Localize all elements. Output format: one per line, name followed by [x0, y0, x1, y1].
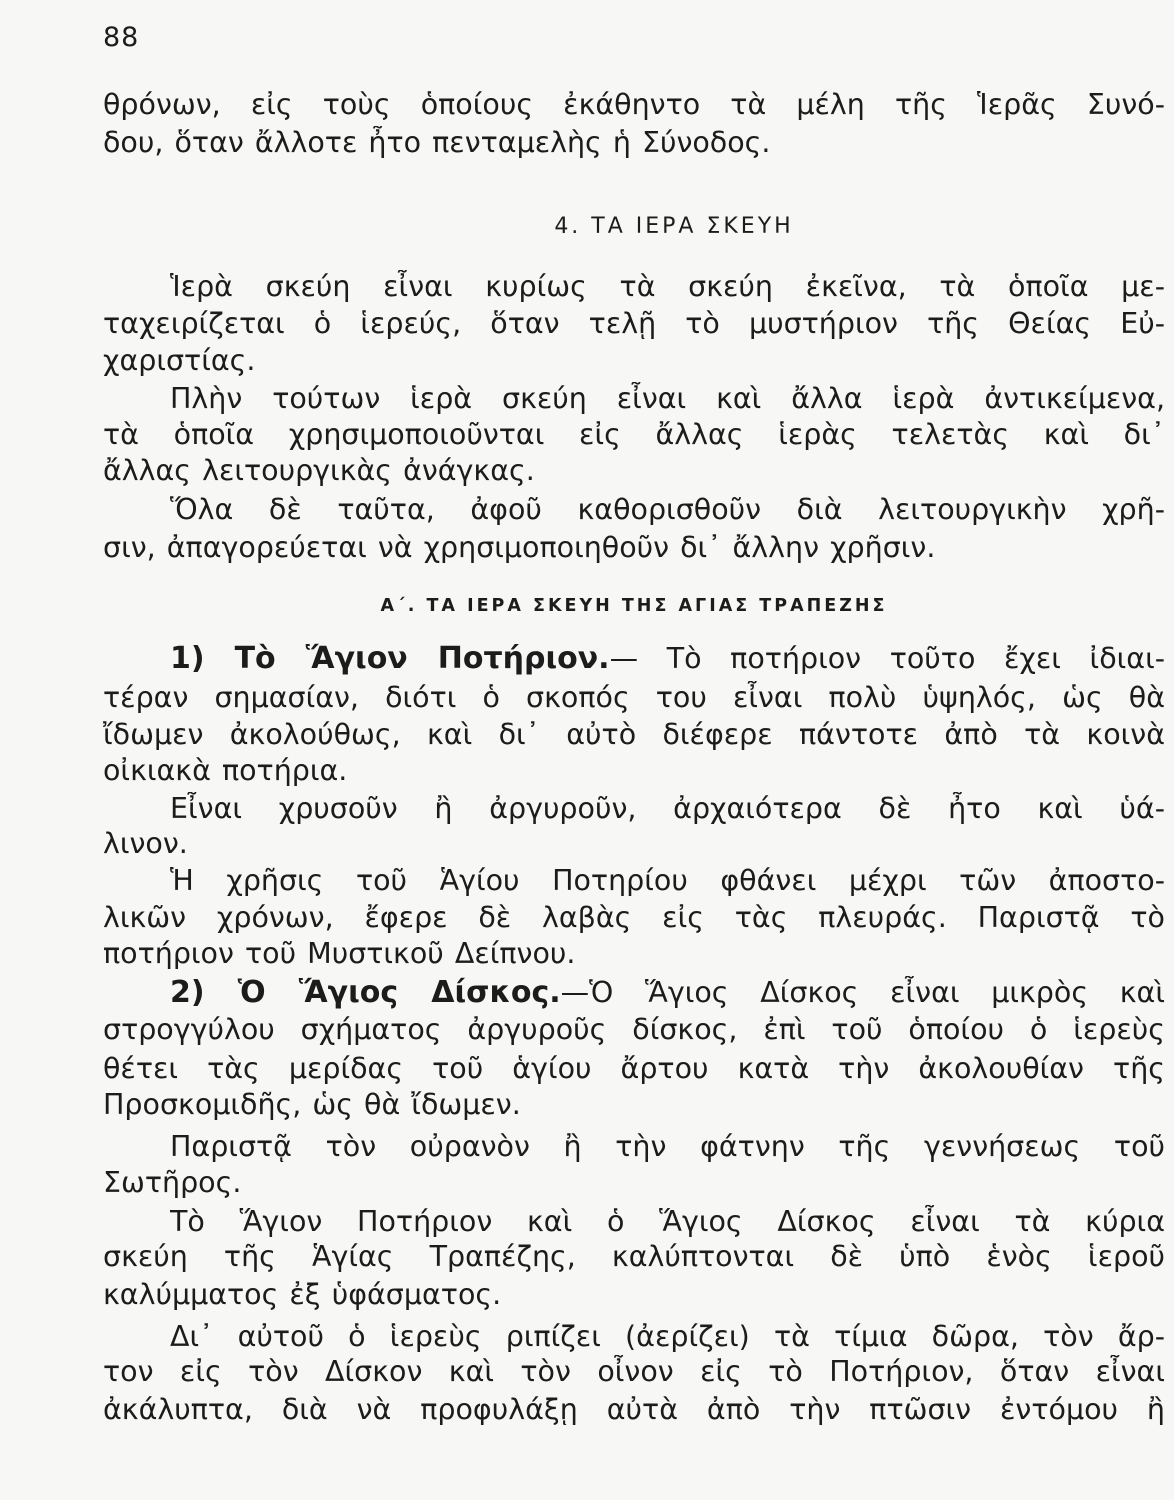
text-line: δου, ὅταν ἄλλοτε ἦτο πενταμελὴς ἡ Σύνοδος. — [103, 126, 771, 159]
text-line: χαριστίας. — [103, 344, 256, 377]
text-line: σιν, ἀπαγορεύεται νὰ χρησιμοποιηθοῦν δι᾽ ἄλλην χρῆσιν. — [103, 531, 936, 564]
text-line: οἰκιακὰ ποτήρια. — [103, 754, 348, 787]
text-line: θέτει τὰς μερίδας τοῦ ἁγίου ἄρτου κατὰ τὴν ἀκολουθίαν τῆς — [103, 1052, 1165, 1085]
item-2-title: 2) Ὁ Ἅγιος Δίσκος. — [170, 976, 561, 1010]
item-2-first-line — [170, 976, 1165, 1010]
text-line: ἀκάλυπτα, διὰ νὰ προφυλάξῃ αὐτὰ ἀπὸ τὴν πτῶσιν ἐντόμου ἢ — [103, 1393, 1165, 1426]
text-line: ἴδωμεν ἀκολούθως, καὶ δι᾽ αὐτὸ διέφερε πάντοτε ἀπὸ τὰ κοινὰ — [103, 718, 1165, 751]
section-heading: 4. ΤΑ ΙΕΡΑ ΣΚΕΥΗ — [554, 214, 794, 239]
item-1-first-line — [170, 642, 1165, 676]
page-number: 88 — [103, 22, 140, 53]
text-line: Σωτῆρος. — [103, 1166, 242, 1199]
text-line: τον εἰς τὸν Δίσκον καὶ τὸν οἶνον εἰς τὸ Ποτήριον, ὅταν εἶναι — [103, 1355, 1165, 1388]
text-line: λινον. — [103, 827, 188, 860]
item-1-first-text: — Τὸ ποτήριον τοῦτο ἔχει ἰδιαι- — [609, 642, 1165, 675]
text-line: καλύμματος ἐξ ὑφάσματος. — [103, 1278, 502, 1311]
text-line: σκεύη τῆς Ἁγίας Τραπέζης, καλύπτονται δὲ ὑπὸ ἑνὸς ἱεροῦ — [103, 1240, 1165, 1273]
item-1-title: 1) Τὸ Ἅγιον Ποτήριον. — [170, 642, 610, 676]
item-2-first-text: —Ὁ Ἅγιος Δίσκος εἶναι μικρὸς καὶ — [560, 976, 1165, 1009]
text-line: Τὸ Ἅγιον Ποτήριον καὶ ὁ Ἅγιος Δίσκος εἶναι τὰ κύρια — [170, 1205, 1165, 1238]
text-line: τὰ ὁποῖα χρησιμοποιοῦνται εἰς ἄλλας ἱερὰς τελετὰς καὶ δι᾽ — [103, 418, 1165, 451]
text-line: στρογγύλου σχήματος ἀργυροῦς δίσκος, ἐπὶ τοῦ ὁποίου ὁ ἱερεὺς — [103, 1013, 1165, 1046]
text-line: Εἶναι χρυσοῦν ἢ ἀργυροῦν, ἀρχαιότερα δὲ ἦτο καὶ ὑά- — [170, 792, 1165, 825]
text-line: Ὅλα δὲ ταῦτα, ἀφοῦ καθορισθοῦν διὰ λειτουργικὴν χρῆ- — [170, 493, 1165, 526]
text-line: Προσκομιδῆς, ὡς θὰ ἴδωμεν. — [103, 1088, 521, 1121]
text-line: Ἱερὰ σκεύη εἶναι κυρίως τὰ σκεύη ἐκεῖνα, τὰ ὁποῖα με- — [170, 270, 1165, 303]
text-line: τέραν σημασίαν, διότι ὁ σκοπός του εἶναι πολὺ ὑψηλός, ὡς θὰ — [103, 681, 1165, 714]
text-line: Δι᾽ αὐτοῦ ὁ ἱερεὺς ριπίζει (ἀερίζει) τὰ τίμια δῶρα, τὸν ἄρ- — [170, 1320, 1165, 1353]
text-line: Πλὴν τούτων ἱερὰ σκεύη εἶναι καὶ ἄλλα ἱερὰ ἀντικείμενα, — [170, 382, 1165, 415]
text-line: Ἡ χρῆσις τοῦ Ἁγίου Ποτηρίου φθάνει μέχρι τῶν ἀποστο- — [170, 864, 1165, 897]
text-line: ταχειρίζεται ὁ ἱερεύς, ὅταν τελῇ τὸ μυστήριον τῆς Θείας Εὐ- — [103, 307, 1165, 340]
text-line: λικῶν χρόνων, ἔφερε δὲ λαβὰς εἰς τὰς πλευράς. Παριστᾷ τὸ — [103, 901, 1165, 934]
text-line: θρόνων, εἰς τοὺς ὁποίους ἐκάθηντο τὰ μέλη τῆς Ἱερᾶς Συνό- — [103, 88, 1165, 121]
text-line: Παριστᾷ τὸν οὐρανὸν ἢ τὴν φάτνην τῆς γεννήσεως τοῦ — [170, 1130, 1165, 1163]
text-line: ἄλλας λειτουργικὰς ἀνάγκας. — [103, 454, 535, 487]
text-line: ποτήριον τοῦ Μυστικοῦ Δείπνου. — [103, 937, 576, 970]
subsection-heading: Α΄. ΤΑ ΙΕΡΑ ΣΚΕΥΗ ΤΗΣ ΑΓΙΑΣ ΤΡΑΠΕΖΗΣ — [380, 596, 888, 616]
